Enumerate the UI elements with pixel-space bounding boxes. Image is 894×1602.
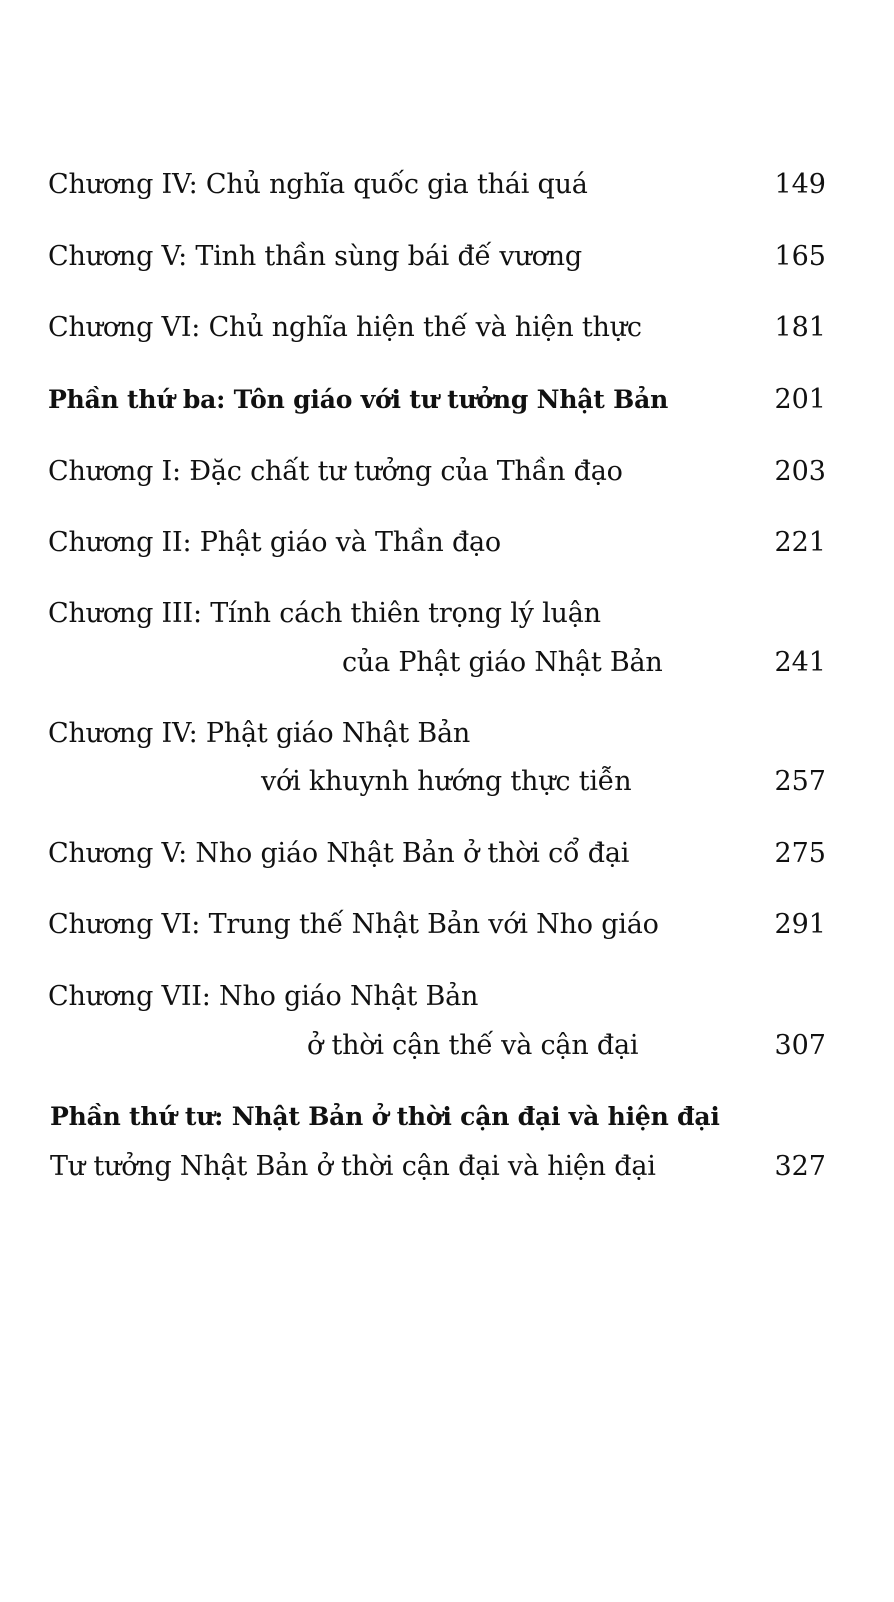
toc-entry-chapter-5-confucianism-ancient: Chương V: Nho giáo Nhật Bản ở thời cổ đại — [48, 838, 630, 869]
toc-entry-chapter-3-title: Chương III: Tính cách thiên trọng lý luận — [48, 598, 601, 629]
toc-part-3-heading: Phần thứ ba: Tôn giáo với tư tưởng Nhật Bản — [48, 385, 669, 414]
page-number: 275 — [774, 838, 826, 869]
page-number: 181 — [774, 312, 826, 343]
toc-entry-chapter-6-medieval-confucianism: Chương VI: Trung thế Nhật Bản với Nho giáo — [48, 909, 659, 940]
toc-entry-chapter-3-title-continued: của Phật giáo Nhật Bản — [342, 647, 663, 678]
page-number: 201 — [774, 384, 826, 415]
toc-entry-chapter-7-title: Chương VII: Nho giáo Nhật Bản — [48, 981, 479, 1012]
toc-entry-chapter-2-buddhism-shinto: Chương II: Phật giáo và Thần đạo — [48, 527, 501, 558]
toc-entry-chapter-5-emperor-worship: Chương V: Tinh thần sùng bái đế vương — [48, 241, 582, 272]
page-number: 327 — [774, 1151, 826, 1182]
page-number: 241 — [774, 647, 826, 678]
toc-entry-chapter-4-buddhism-title-continued: với khuynh hướng thực tiễn — [261, 766, 632, 797]
page-number: 149 — [774, 169, 826, 200]
toc-entry-modern-thought: Tư tưởng Nhật Bản ở thời cận đại và hiện đại — [50, 1151, 656, 1182]
page-number: 165 — [774, 241, 826, 272]
toc-part-4-heading: Phần thứ tư: Nhật Bản ở thời cận đại và hiện đại — [50, 1102, 720, 1131]
toc-entry-chapter-4-nationalism: Chương IV: Chủ nghĩa quốc gia thái quá — [48, 169, 588, 200]
page-number: 221 — [774, 527, 826, 558]
page-number: 291 — [774, 909, 826, 940]
page-number: 203 — [774, 456, 826, 487]
toc-entry-chapter-6-realism: Chương VI: Chủ nghĩa hiện thế và hiện thực — [48, 312, 642, 343]
toc-entry-chapter-1-shinto: Chương I: Đặc chất tư tưởng của Thần đạo — [48, 456, 623, 487]
page-number: 307 — [774, 1030, 826, 1061]
toc-entry-chapter-7-title-continued: ở thời cận thế và cận đại — [307, 1030, 639, 1061]
page-number: 257 — [774, 766, 826, 797]
toc-entry-chapter-4-buddhism-title: Chương IV: Phật giáo Nhật Bản — [48, 718, 471, 749]
